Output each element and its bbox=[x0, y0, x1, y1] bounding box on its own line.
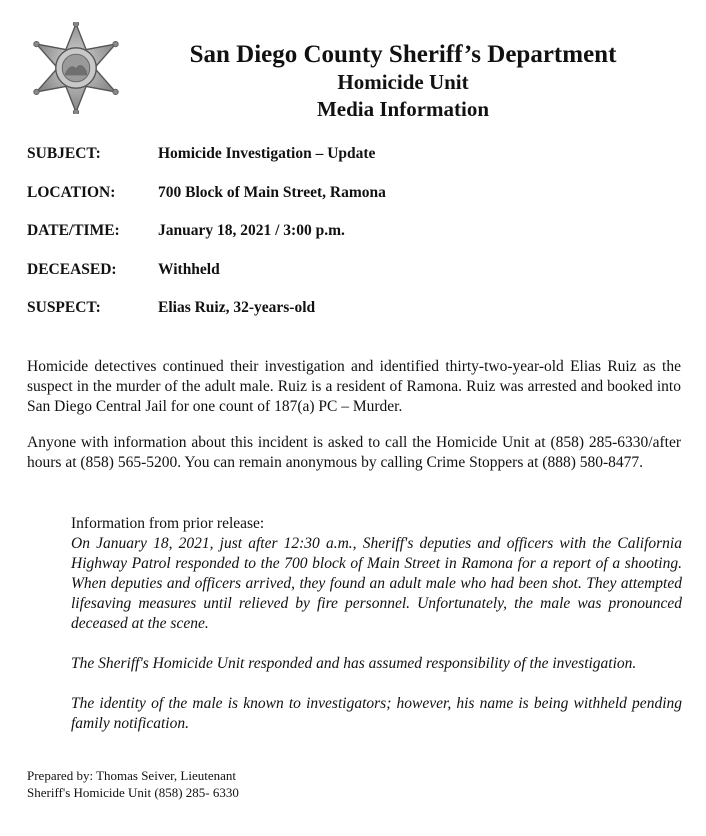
field-subject bbox=[27, 144, 667, 183]
sheriff-star-badge-icon bbox=[30, 22, 122, 114]
prior-release-intro: Information from prior release: bbox=[71, 515, 265, 532]
field-value: Homicide Investigation – Update bbox=[158, 145, 376, 162]
prior-release-paragraph: The Sheriff's Homicide Unit responded and has assumed responsibility of the investigation. bbox=[71, 655, 637, 672]
prepared-by-line: Prepared by: Thomas Seiver, Lieutenant bbox=[27, 768, 236, 783]
field-label: DECEASED: bbox=[27, 260, 117, 278]
field-deceased bbox=[27, 260, 667, 299]
field-value: Elias Ruiz, 32-years-old bbox=[158, 299, 316, 316]
document-header bbox=[150, 40, 656, 123]
prior-release-paragraph: The identity of the male is known to investigators; however, his name is being withheld pending family notification. bbox=[71, 695, 682, 732]
field-label: DATE/TIME: bbox=[27, 222, 120, 239]
field-value: Withheld bbox=[158, 260, 220, 278]
department-title: San Diego County Sheriff’s Department bbox=[189, 41, 617, 68]
body-paragraph-contact: Anyone with information about this incident is asked to call the Homicide Unit at (858) 285-6330/after hours at (858) 565-5200. You can remain anonymous by calling Crime Stoppers at (888) 580-8477. bbox=[27, 434, 681, 471]
field-value: 700 Block of Main Street, Ramona bbox=[158, 183, 386, 201]
case-fields bbox=[27, 144, 667, 337]
field-date-time bbox=[27, 221, 667, 260]
field-label: LOCATION: bbox=[27, 183, 116, 201]
field-value: January 18, 2021 / 3:00 p.m. bbox=[158, 222, 345, 239]
prepared-by-block bbox=[27, 767, 239, 801]
prepared-by-contact: Sheriff's Homicide Unit (858) 285- 6330 bbox=[27, 785, 239, 800]
document-type: Media Information bbox=[316, 97, 490, 121]
prior-release-paragraph: On January 18, 2021, just after 12:30 a.m., Sheriff's deputies and officers with the California Highway Patrol responded to the 700 block of Main Street in Ramona for a report of a shooting. When deputies and officers arrived, they found an adult male who had been shot. They attempted lifesaving measures until relieved by fire personnel. Unfortunately, the male was pronounced deceased at the scene. bbox=[71, 535, 682, 632]
unit-title: Homicide Unit bbox=[337, 70, 469, 94]
prior-release-section bbox=[71, 514, 682, 734]
body-paragraph-update: Homicide detectives continued their investigation and identified thirty-two-year-old Elias Ruiz as the suspect in the murder of the adult male. Ruiz is a resident of Ramona. Ruiz was arrested and booked into San Diego Central Jail for one count of 187(a) PC – Murder. bbox=[27, 358, 681, 415]
field-label: SUBJECT: bbox=[27, 145, 101, 162]
field-label: SUSPECT: bbox=[27, 299, 101, 316]
field-location bbox=[27, 183, 667, 222]
field-suspect bbox=[27, 298, 667, 337]
